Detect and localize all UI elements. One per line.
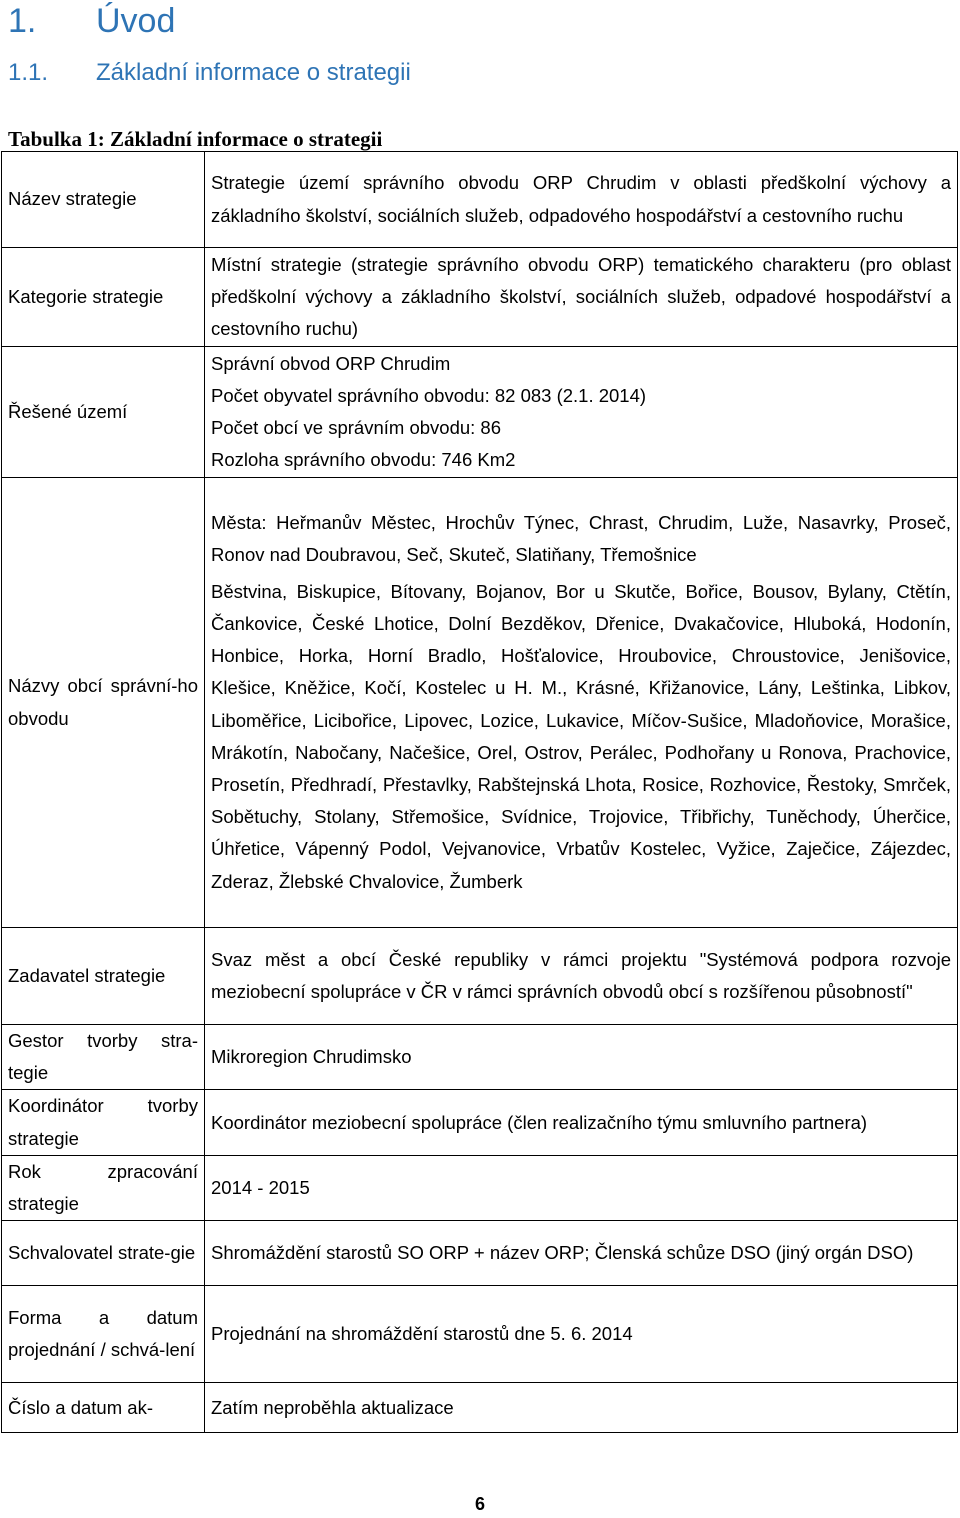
table-row — [2, 1383, 958, 1433]
row-value: 2014 - 2015 — [205, 1155, 958, 1220]
row-value: Mikroregion Chrudimsko — [205, 1025, 958, 1090]
row-label: Řešené území — [2, 347, 205, 478]
row-value: Místní strategie (strategie správního obvodu ORP) tematického charakteru (pro oblast předškolní výchovy a základního školství, sociálních služeb, odpadové hospodářství a cestovního ruchu) — [205, 248, 958, 347]
table-row — [2, 152, 958, 248]
row-value: Svaz měst a obcí České republiky v rámci projektu "Systémová podpora rozvoje meziobecní spolupráce v ČR v rámci správních obvodů obcí s rozšířenou působností" — [205, 928, 958, 1025]
villages-list: Běstvina, Biskupice, Bítovany, Bojanov, Bor u Skutče, Bořice, Bousov, Bylany, Ctětín, Čankovice, České Lhotice, Dolní Bezděkov, Dřenice, Dvakačovice, Hluboká, Hodonín, Honbice, Horka, Horní Bradlo, Hošťalovice, Hroubovice, Chroustovice, Jenišovice, Klešice, Kněžice, Kočí, Kostelec u H. M., Krásné, Křižanovice, Lány, Leštinka, Libkov, Liboměřice, Licibořice, Lipovec, Lozice, Lukavice, Míčov-Sušice, Mladoňovice, Morašice, Mrákotín, Nabočany, Načešice, Orel, Ostrov, Perálec, Podhořany u Ronova, Prachovice, Prosetín, Předhradí, Přestavlky, Rabštejnská Lhota, Rosice, Rozhovice, Řestoky, Smrček, Sobětuchy, Stolany, Střemošice, Svídnice, Trojovice, Třibřichy, Tuněchody, Úherčice, Úhřetice, Vápenný Podol, Vejvanovice, Vrbatův Kostelec, Vyžice, Zaječice, Zájezdec, Zderaz, Žlebské Chvalovice, Žumberk — [211, 580, 951, 892]
table-row — [2, 1025, 958, 1090]
row-label: Názvy obcí správní-ho obvodu — [2, 478, 205, 928]
row-value: Zatím neproběhla aktualizace — [205, 1383, 958, 1433]
row-label: Koordinátor tvorby strategie — [2, 1090, 205, 1155]
table-row — [2, 1155, 958, 1220]
area-line: Počet obyvatel správního obvodu: 82 083 (2.1. 2014) — [211, 384, 647, 406]
row-label: Gestor tvorby stra-tegie — [2, 1025, 205, 1090]
row-value: Koordinátor meziobecní spolupráce (člen realizačního týmu smluvního partnera) — [205, 1090, 958, 1155]
table-row — [2, 1286, 958, 1383]
row-label: Kategorie strategie — [2, 248, 205, 347]
heading-2-number: 1.1. — [8, 59, 49, 86]
row-value — [205, 478, 958, 928]
area-line: Správní obvod ORP Chrudim — [211, 352, 451, 374]
table-row — [2, 478, 958, 928]
heading-2-text: Základní informace o strategii — [96, 59, 411, 86]
table-row — [2, 1090, 958, 1155]
table-row — [2, 347, 958, 478]
row-label: Název strategie — [2, 152, 205, 248]
row-label: Zadavatel strategie — [2, 928, 205, 1025]
row-label: Číslo a datum ak- — [2, 1383, 205, 1433]
row-label: Rok zpracování strategie — [2, 1155, 205, 1220]
heading-2 — [8, 56, 411, 90]
table-row — [2, 248, 958, 347]
area-line: Rozloha správního obvodu: 746 Km2 — [211, 449, 516, 471]
heading-1-text: Úvod — [96, 2, 176, 40]
row-value — [205, 347, 958, 478]
row-label: Forma a datum projednání / schvá-lení — [2, 1286, 205, 1383]
towns-list: Města: Heřmanův Městec, Hrochův Týnec, Chrast, Chrudim, Luže, Nasavrky, Proseč, Ronov nad Doubravou, Seč, Skuteč, Slatiňany, Třemošnice — [211, 512, 951, 566]
heading-1 — [8, 0, 175, 42]
row-value: Shromáždění starostů SO ORP + název ORP; Členská schůze DSO (jiný orgán DSO) — [205, 1221, 958, 1286]
row-value: Strategie území správního obvodu ORP Chrudim v oblasti předškolní výchovy a základního školství, sociálních služeb, odpadového hospodářství a cestovního ruchu — [205, 152, 958, 248]
table-caption: Tabulka 1: Základní informace o strategii — [8, 127, 383, 151]
row-label: Schvalovatel strate-gie — [2, 1221, 205, 1286]
area-line: Počet obcí ve správním obvodu: 86 — [211, 417, 502, 438]
page-number: 6 — [474, 1494, 485, 1514]
heading-1-number: 1. — [8, 2, 37, 40]
row-value: Projednání na shromáždění starostů dne 5. 6. 2014 — [205, 1286, 958, 1383]
table-row — [2, 1221, 958, 1286]
strategy-info-table — [1, 151, 958, 1433]
table-row — [2, 928, 958, 1025]
